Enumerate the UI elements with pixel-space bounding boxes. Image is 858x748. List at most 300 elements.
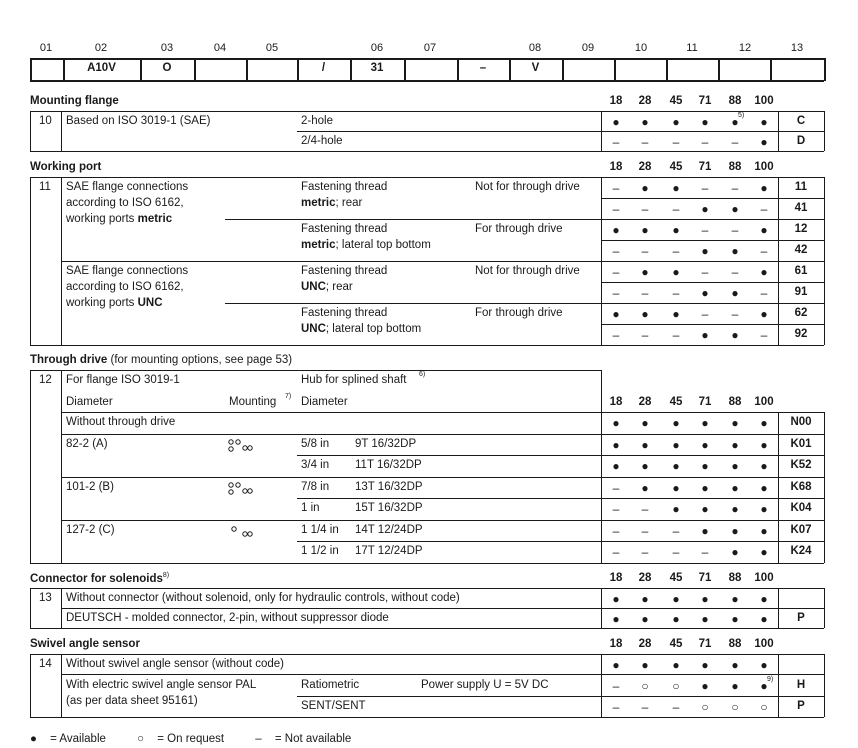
wp-desc-bold: UNC bbox=[137, 297, 163, 309]
wp-row-avail-88: ● bbox=[731, 328, 739, 342]
position-label-05: 05 bbox=[265, 42, 279, 54]
code-cell-9: – bbox=[479, 62, 487, 74]
wp-row-avail-88: – bbox=[731, 223, 739, 237]
wp-row-avail-18: – bbox=[612, 202, 620, 216]
conn-top bbox=[30, 588, 824, 589]
rule bbox=[30, 370, 31, 563]
sw-bottom bbox=[30, 717, 824, 718]
connector-size-18: 18 bbox=[609, 572, 623, 584]
mounting-row-0-note: 5) bbox=[738, 112, 745, 119]
td-dia: 3/4 in bbox=[301, 459, 330, 471]
swivel-size-100: 100 bbox=[754, 638, 774, 650]
rule bbox=[824, 654, 825, 717]
wp-bottom bbox=[30, 345, 824, 346]
sw-row-2-avail-88: ○ bbox=[731, 700, 739, 714]
code-cell-10: V bbox=[531, 62, 540, 74]
position-label-02: 02 bbox=[94, 42, 108, 54]
td-group-divider bbox=[61, 434, 824, 435]
working-port-size-45: 45 bbox=[669, 161, 683, 173]
conn-row-1-avail-88: ● bbox=[731, 612, 739, 626]
wp-thread-type: UNC bbox=[301, 323, 326, 335]
wp-desc-bold: metric bbox=[137, 213, 173, 225]
wp-fasten: Fastening thread bbox=[301, 307, 388, 319]
sw-row-1-avail-18: – bbox=[612, 679, 620, 693]
connector-title-note: 8) bbox=[162, 572, 170, 579]
through-drive-title bbox=[30, 354, 292, 366]
mounting-divider bbox=[297, 131, 824, 132]
mounting-size-45: 45 bbox=[669, 95, 683, 107]
td-row-6-avail-71: – bbox=[701, 545, 709, 559]
td-spline: 14T 12/24DP bbox=[355, 523, 423, 536]
mounting-icon bbox=[228, 525, 268, 539]
td-row-1-avail-28: ● bbox=[641, 437, 649, 452]
mounting-row-1-code: D bbox=[796, 135, 806, 147]
code-box-divider bbox=[770, 58, 772, 81]
wp-row-divider bbox=[601, 240, 824, 241]
wp-row-code: 91 bbox=[794, 286, 808, 298]
sw-row1-supply: Power supply U = 5V DC bbox=[421, 679, 549, 691]
td-spline: 11T 16/32DP bbox=[355, 459, 422, 471]
td-flange: 82-2 (A) bbox=[66, 437, 108, 450]
td-row-1-avail-71: ● bbox=[701, 437, 709, 452]
code-box-divider bbox=[404, 58, 406, 81]
code-cell-3: O bbox=[162, 62, 172, 74]
sw-row-2-avail-100: ○ bbox=[760, 700, 768, 714]
wp-row-avail-18: – bbox=[612, 265, 620, 279]
wp-drive: Not for through drive bbox=[475, 265, 580, 277]
td-col2: Hub for splined shaft bbox=[301, 374, 407, 386]
position-label-09: 09 bbox=[581, 42, 595, 54]
rule bbox=[601, 177, 602, 345]
td-row-5-avail-45: – bbox=[672, 523, 680, 538]
rule bbox=[778, 412, 779, 563]
rule bbox=[61, 111, 62, 151]
through-drive-size-28: 28 bbox=[638, 396, 652, 408]
mounting-row-1-avail-18: – bbox=[612, 135, 620, 149]
mounting-num: 10 bbox=[39, 115, 52, 127]
sw-row1-label: With electric swivel angle sensor PAL bbox=[66, 679, 257, 691]
conn-bottom bbox=[30, 628, 824, 629]
td-row-2-avail-88: ● bbox=[731, 459, 739, 473]
conn-row-0-avail-28: ● bbox=[641, 592, 649, 606]
conn-row-0-avail-88: ● bbox=[731, 592, 739, 606]
td-row-divider bbox=[297, 541, 824, 542]
td-row-1-avail-100: ● bbox=[760, 437, 768, 452]
wp-row-code: 62 bbox=[794, 307, 808, 319]
mounting-icon bbox=[228, 439, 268, 453]
working-port-title: Working port bbox=[30, 161, 102, 173]
sw-row-1-code: H bbox=[796, 679, 806, 691]
sw-row-1-avail-100: ● bbox=[760, 679, 768, 693]
wp-thread-position: ; lateral top bottom bbox=[335, 239, 431, 251]
through-drive-size-18: 18 bbox=[609, 396, 623, 408]
td-dia: 1 in bbox=[301, 502, 320, 514]
sw-row-2-avail-45: – bbox=[672, 700, 680, 714]
through-drive-size-100: 100 bbox=[754, 396, 774, 408]
wp-thread-type: metric bbox=[301, 197, 336, 209]
td-spline: 15T 16/32DP bbox=[355, 502, 423, 514]
code-box-divider bbox=[30, 58, 32, 81]
td-row-2-avail-28: ● bbox=[641, 459, 649, 473]
td-group-divider bbox=[61, 520, 824, 521]
td-top bbox=[30, 370, 601, 371]
td-row-1-code: K01 bbox=[790, 437, 812, 450]
td-row-0-avail-88: ● bbox=[731, 416, 739, 430]
wp-row-avail-100: – bbox=[760, 328, 768, 342]
td-mounting: Mounting bbox=[229, 396, 277, 408]
rule bbox=[61, 588, 62, 628]
td-row-5-avail-18: – bbox=[612, 523, 620, 538]
td-bottom bbox=[30, 563, 824, 564]
wp-row-avail-45: – bbox=[672, 328, 680, 342]
swivel-title: Swivel angle sensor bbox=[30, 638, 140, 650]
rule bbox=[601, 588, 602, 628]
position-label-03: 03 bbox=[160, 42, 174, 54]
td-row-1-avail-88: ● bbox=[731, 437, 739, 452]
rule bbox=[824, 412, 825, 563]
wp-row-avail-71: – bbox=[701, 181, 709, 195]
wp-row-avail-71: – bbox=[701, 223, 709, 237]
swivel-size-88: 88 bbox=[728, 638, 742, 650]
wp-row-avail-28: – bbox=[641, 286, 649, 300]
wp-fasten: Fastening thread bbox=[301, 265, 388, 277]
wp-row-avail-28: ● bbox=[641, 307, 649, 321]
wp-row-code: 41 bbox=[794, 202, 808, 214]
position-label-06: 06 bbox=[370, 42, 384, 54]
through-drive-size-71: 71 bbox=[698, 396, 712, 408]
td-row-2-avail-100: ● bbox=[760, 459, 768, 473]
td-flange: Without through drive bbox=[66, 416, 176, 428]
mounting-row-1-avail-45: – bbox=[672, 135, 680, 149]
td-spline: 9T 16/32DP bbox=[355, 437, 417, 450]
legend-request-symbol: ○ bbox=[137, 733, 145, 745]
sw-row2-type: SENT/SENT bbox=[301, 700, 366, 712]
sw-sub-divider bbox=[297, 696, 824, 697]
wp-row-code: 92 bbox=[794, 328, 808, 340]
mounting-row-1-avail-100: ● bbox=[760, 135, 768, 149]
through-drive-title-note: (for mounting options, see page 53) bbox=[107, 354, 293, 366]
wp-fasten: Fastening thread bbox=[301, 181, 388, 193]
legend-na-symbol: – bbox=[255, 733, 262, 745]
wp-row-avail-45: – bbox=[672, 244, 680, 258]
position-label-11: 11 bbox=[686, 42, 698, 54]
wp-sub-divider bbox=[225, 219, 824, 220]
legend bbox=[30, 733, 351, 745]
mounting-row-0-avail-71: ● bbox=[701, 115, 709, 129]
position-label-04: 04 bbox=[213, 42, 227, 54]
td-row-4-avail-100: ● bbox=[760, 502, 768, 516]
wp-row-avail-45: ● bbox=[672, 307, 680, 321]
wp-row-avail-100: ● bbox=[760, 265, 768, 279]
mounting-row-label: 2-hole bbox=[301, 115, 333, 127]
mounting-row-1-avail-71: – bbox=[701, 135, 709, 149]
conn-row-0-avail-100: ● bbox=[760, 592, 768, 606]
code-box-divider bbox=[246, 58, 248, 81]
wp-row-avail-28: – bbox=[641, 244, 649, 258]
td-diameter2: Diameter bbox=[301, 396, 348, 408]
wp-row-avail-45: – bbox=[672, 202, 680, 216]
working-port-size-18: 18 bbox=[609, 161, 623, 173]
connector-size-100: 100 bbox=[754, 572, 774, 584]
td-row-5-code: K07 bbox=[790, 523, 812, 536]
mounting-title: Mounting flange bbox=[30, 95, 119, 107]
sw-row-0-avail-18: ● bbox=[612, 658, 620, 672]
sw-row-2-avail-18: – bbox=[612, 700, 620, 714]
rule bbox=[778, 588, 779, 628]
td-row-5-avail-28: – bbox=[641, 523, 649, 538]
conn-row-1-avail-18: ● bbox=[612, 612, 620, 626]
td-row-0-avail-28: ● bbox=[641, 416, 649, 430]
mounting-size-18: 18 bbox=[609, 95, 623, 107]
td-dia: 1 1/2 in bbox=[301, 545, 339, 557]
wp-row-divider bbox=[601, 324, 824, 325]
rule bbox=[824, 177, 825, 345]
code-box-divider bbox=[666, 58, 668, 81]
td-row-6-avail-18: – bbox=[612, 545, 620, 559]
td-row-2-avail-18: ● bbox=[612, 459, 620, 473]
working-port-size-28: 28 bbox=[638, 161, 652, 173]
td-dia: 7/8 in bbox=[301, 480, 330, 493]
td-row-divider bbox=[297, 455, 824, 456]
wp-row-avail-71: – bbox=[701, 307, 709, 321]
wp-row-avail-71: ● bbox=[701, 328, 709, 342]
td-row-0-avail-45: ● bbox=[672, 416, 680, 430]
connector-title bbox=[30, 572, 169, 585]
td-diameter: Diameter bbox=[66, 396, 113, 408]
code-box-divider bbox=[824, 58, 826, 81]
td-num: 12 bbox=[39, 374, 52, 386]
mounting-size-88: 88 bbox=[728, 95, 742, 107]
td-row-4-avail-28: – bbox=[641, 502, 649, 516]
td-row-4-avail-88: ● bbox=[731, 502, 739, 516]
td-row-3-avail-71: ● bbox=[701, 480, 709, 495]
wp-desc-text: working ports bbox=[66, 297, 138, 309]
wp-row-avail-88: ● bbox=[731, 286, 739, 300]
mounting-icon bbox=[228, 482, 268, 496]
position-label-08: 08 bbox=[528, 42, 542, 54]
conn-row-0-avail-18: ● bbox=[612, 592, 620, 606]
sw-row-1-avail-28: ○ bbox=[641, 679, 649, 693]
td-row-6-avail-45: – bbox=[672, 545, 680, 559]
wp-desc-line: SAE flange connections bbox=[66, 265, 189, 277]
code-cell-2: A10V bbox=[87, 62, 116, 74]
sw-row-1-note: 9) bbox=[767, 676, 774, 683]
sw-num: 14 bbox=[39, 658, 52, 670]
td-row-6-avail-100: ● bbox=[760, 545, 768, 559]
wp-row-avail-28: ● bbox=[641, 265, 649, 279]
td-flange: 101-2 (B) bbox=[66, 480, 114, 493]
legend-available-text: = Available bbox=[50, 733, 106, 745]
code-box-divider bbox=[194, 58, 196, 81]
mounting-row-0-avail-45: ● bbox=[672, 115, 680, 129]
mounting-top bbox=[30, 111, 824, 112]
wp-row-avail-88: ● bbox=[731, 202, 739, 216]
sw-row1-type: Ratiometric bbox=[301, 679, 360, 691]
td-row-3-avail-18: – bbox=[612, 480, 620, 495]
wp-desc-line: according to ISO 6162, bbox=[66, 281, 184, 293]
wp-row-divider bbox=[601, 282, 824, 283]
td-row-2-code: K52 bbox=[790, 459, 812, 471]
legend-request-text: = On request bbox=[157, 733, 225, 745]
wp-row-avail-45: – bbox=[672, 286, 680, 300]
mounting-row-0-avail-28: ● bbox=[641, 115, 649, 129]
td-row-5-avail-100: ● bbox=[760, 523, 768, 538]
wp-fasten-2 bbox=[301, 239, 431, 251]
wp-row-avail-18: – bbox=[612, 244, 620, 258]
conn-row-1-avail-71: ● bbox=[701, 612, 709, 626]
wp-row-avail-88: – bbox=[731, 307, 739, 321]
conn-row-1-avail-100: ● bbox=[760, 612, 768, 626]
td-flange: 127-2 (C) bbox=[66, 523, 115, 536]
wp-row-avail-71: ● bbox=[701, 286, 709, 300]
sw-top bbox=[30, 654, 824, 655]
rule bbox=[61, 654, 62, 717]
wp-row-avail-71: – bbox=[701, 265, 709, 279]
wp-row-avail-88: – bbox=[731, 265, 739, 279]
wp-row-avail-45: ● bbox=[672, 223, 680, 237]
rule bbox=[30, 111, 31, 151]
td-row-3-code: K68 bbox=[790, 480, 812, 493]
wp-row-avail-45: ● bbox=[672, 181, 680, 195]
wp-row-avail-88: ● bbox=[731, 244, 739, 258]
conn-row-0-avail-71: ● bbox=[701, 592, 709, 606]
code-box-top bbox=[30, 58, 824, 60]
wp-thread-type: UNC bbox=[301, 281, 326, 293]
sw-row1-label2: (as per data sheet 95161) bbox=[66, 695, 198, 707]
wp-row-code: 42 bbox=[794, 244, 808, 256]
td-spline: 13T 16/32DP bbox=[355, 480, 423, 493]
rule bbox=[601, 370, 602, 563]
mounting-size-100: 100 bbox=[754, 95, 774, 107]
conn-row-1-avail-45: ● bbox=[672, 612, 680, 626]
wp-row-avail-71: ● bbox=[701, 244, 709, 258]
connector-title-text: Connector for solenoids bbox=[30, 572, 163, 585]
wp-drive: Not for through drive bbox=[475, 181, 580, 193]
sw-row-2-code: P bbox=[797, 700, 805, 712]
rule bbox=[778, 654, 779, 717]
swivel-size-71: 71 bbox=[698, 638, 712, 650]
swivel-size-18: 18 bbox=[609, 638, 623, 650]
rule bbox=[824, 588, 825, 628]
wp-thread-position: ; rear bbox=[325, 281, 353, 293]
sw-row-0-avail-45: ● bbox=[672, 658, 680, 672]
sw-row-0-avail-28: ● bbox=[641, 658, 649, 672]
position-label-07: 07 bbox=[423, 42, 437, 54]
code-cell-6: / bbox=[321, 62, 326, 74]
legend-na-text: = Not available bbox=[274, 733, 352, 745]
td-mounting-note: 7) bbox=[285, 393, 292, 400]
conn-row-1-avail-28: ● bbox=[641, 612, 649, 626]
conn-divider bbox=[61, 608, 824, 609]
wp-thread-type: metric bbox=[301, 239, 336, 251]
connector-size-28: 28 bbox=[638, 572, 652, 584]
wp-row-avail-100: – bbox=[760, 244, 768, 258]
wp-fasten-2 bbox=[301, 197, 362, 209]
conn-row-label: Without connector (without solenoid, only for hydraulic controls, without code) bbox=[66, 592, 460, 604]
td-row-6-code: K24 bbox=[790, 545, 812, 557]
swivel-size-45: 45 bbox=[669, 638, 683, 650]
td-row-1-avail-45: ● bbox=[672, 437, 680, 452]
td-col2-note: 6) bbox=[419, 371, 426, 378]
mounting-row-0-code: C bbox=[796, 115, 806, 127]
through-drive-size-88: 88 bbox=[728, 396, 742, 408]
rule bbox=[61, 370, 62, 563]
td-group-divider bbox=[61, 477, 824, 478]
working-port-size-88: 88 bbox=[728, 161, 742, 173]
wp-row-avail-18: ● bbox=[612, 223, 620, 237]
td-row-4-avail-18: – bbox=[612, 502, 620, 516]
td-row-4-avail-45: ● bbox=[672, 502, 680, 516]
td-row-4-avail-71: ● bbox=[701, 502, 709, 516]
sw-row-1-avail-45: ○ bbox=[672, 679, 680, 693]
connector-size-45: 45 bbox=[669, 572, 683, 584]
td-dia: 5/8 in bbox=[301, 437, 330, 450]
working-port-size-71: 71 bbox=[698, 161, 712, 173]
td-row-divider bbox=[297, 498, 824, 499]
td-row-3-avail-88: ● bbox=[731, 480, 739, 495]
wp-drive: For through drive bbox=[475, 223, 563, 235]
wp-row-avail-28: ● bbox=[641, 223, 649, 237]
wp-row-avail-18: – bbox=[612, 286, 620, 300]
td-row-2-avail-71: ● bbox=[701, 459, 709, 473]
wp-row-avail-100: ● bbox=[760, 307, 768, 321]
conn-num: 13 bbox=[39, 592, 52, 604]
rule bbox=[30, 654, 31, 717]
code-box-divider bbox=[614, 58, 616, 81]
wp-fasten-2 bbox=[301, 323, 421, 335]
wp-row-avail-100: – bbox=[760, 286, 768, 300]
td-row-6-avail-28: – bbox=[641, 545, 649, 559]
wp-desc-line: according to ISO 6162, bbox=[66, 197, 184, 209]
mounting-size-28: 28 bbox=[638, 95, 652, 107]
mounting-desc: Based on ISO 3019-1 (SAE) bbox=[66, 115, 211, 127]
mounting-size-71: 71 bbox=[698, 95, 712, 107]
code-cell-7: 31 bbox=[370, 62, 384, 74]
wp-fasten-2 bbox=[301, 281, 353, 293]
wp-desc-line bbox=[66, 213, 172, 225]
td-col1: For flange ISO 3019-1 bbox=[66, 374, 180, 386]
through-drive-size-45: 45 bbox=[669, 396, 683, 408]
wp-row-avail-28: – bbox=[641, 328, 649, 342]
sw-row-0-avail-71: ● bbox=[701, 658, 709, 672]
mounting-row-0-avail-18: ● bbox=[612, 115, 620, 129]
td-header-bottom bbox=[61, 412, 824, 413]
wp-thread-position: ; rear bbox=[335, 197, 363, 209]
connector-size-88: 88 bbox=[728, 572, 742, 584]
wp-row-avail-71: ● bbox=[701, 202, 709, 216]
conn-row-0-avail-45: ● bbox=[672, 592, 680, 606]
rule bbox=[30, 588, 31, 628]
code-box-bottom bbox=[30, 80, 824, 82]
td-row-5-avail-71: ● bbox=[701, 523, 709, 538]
mounting-row-1-avail-28: – bbox=[641, 135, 649, 149]
position-label-13: 13 bbox=[790, 42, 804, 54]
wp-desc-line: SAE flange connections bbox=[66, 181, 189, 193]
wp-desc-text: working ports bbox=[66, 213, 138, 225]
wp-row-avail-18: – bbox=[612, 181, 620, 195]
td-spline: 17T 12/24DP bbox=[355, 545, 423, 557]
rule bbox=[824, 111, 825, 151]
wp-top bbox=[30, 177, 824, 178]
sw-row-0-avail-100: ● bbox=[760, 658, 768, 672]
td-row-0-avail-71: ● bbox=[701, 416, 709, 430]
position-label-10: 10 bbox=[634, 42, 648, 54]
wp-group-divider bbox=[61, 261, 824, 262]
td-row-0-avail-18: ● bbox=[612, 416, 620, 430]
wp-row-avail-100: – bbox=[760, 202, 768, 216]
mounting-row-0-avail-88: ● bbox=[731, 115, 739, 129]
mounting-row-label: 2/4-hole bbox=[301, 135, 343, 147]
